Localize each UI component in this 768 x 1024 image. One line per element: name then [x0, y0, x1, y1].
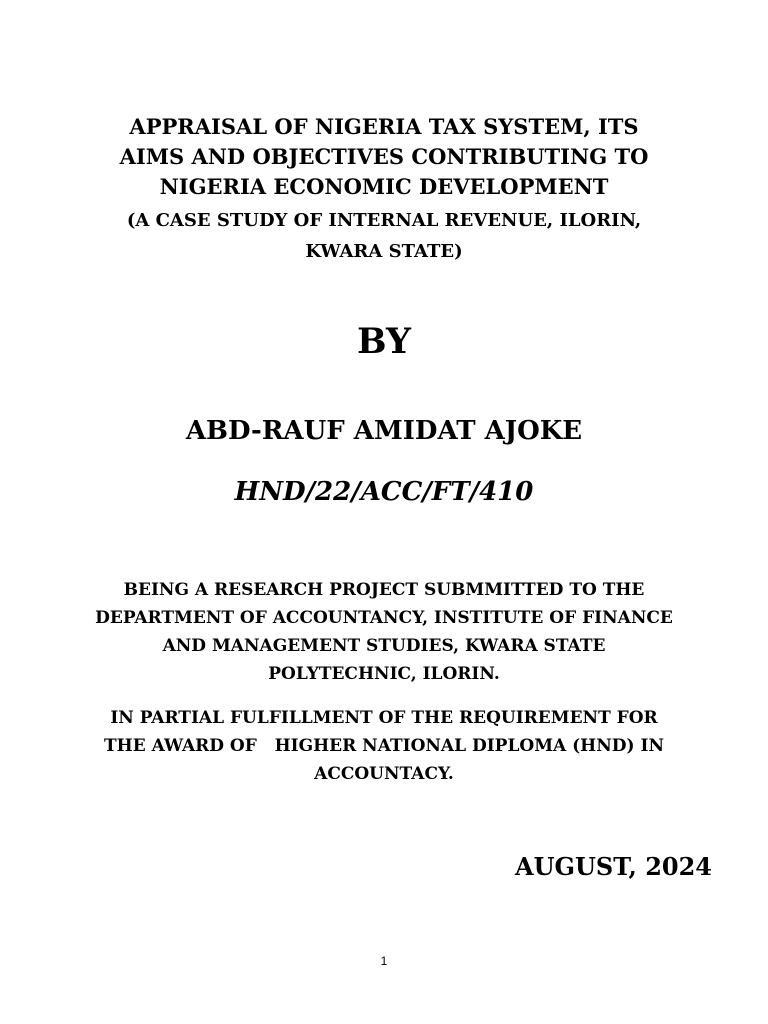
submission-line-1: BEING A RESEARCH PROJECT SUBMMITTED TO THE — [123, 580, 645, 600]
project-title — [0, 112, 768, 202]
case-study-line-2: KWARA STATE) — [305, 241, 463, 262]
fulfillment-statement — [0, 704, 768, 788]
page-number: 1 — [380, 954, 388, 968]
fulfillment-line-3: ACCOUNTACY. — [314, 764, 454, 784]
by-label: BY — [357, 321, 411, 362]
fulfillment-line-2: THE AWARD OF HIGHER NATIONAL DIPLOMA (HND) IN — [104, 736, 664, 756]
case-study-subtitle — [0, 205, 768, 267]
submission-line-4: POLYTECHNIC, ILORIN. — [268, 664, 500, 684]
registration-number: HND/22/ACC/FT/410 — [234, 477, 534, 507]
case-study-line-1: (A CASE STUDY OF INTERNAL REVENUE, ILORIN, — [126, 210, 642, 231]
submission-statement — [0, 576, 768, 688]
project-title-line-1: APPRAISAL OF NIGERIA TAX SYSTEM, ITS — [129, 114, 639, 139]
project-title-line-3: NIGERIA ECONOMIC DEVELOPMENT — [159, 174, 609, 199]
submission-date: AUGUST, 2024 — [514, 852, 712, 881]
author-name: ABD-RAUF AMIDAT AJOKE — [185, 416, 583, 446]
submission-line-2: DEPARTMENT OF ACCOUNTANCY, INSTITUTE OF FINANCE — [95, 608, 673, 628]
project-title-line-2: AIMS AND OBJECTIVES CONTRIBUTING TO — [119, 144, 649, 169]
fulfillment-line-1: IN PARTIAL FULFILLMENT OF THE REQUIREMENT FOR — [110, 708, 658, 728]
submission-line-3: AND MANAGEMENT STUDIES, KWARA STATE — [162, 636, 606, 656]
